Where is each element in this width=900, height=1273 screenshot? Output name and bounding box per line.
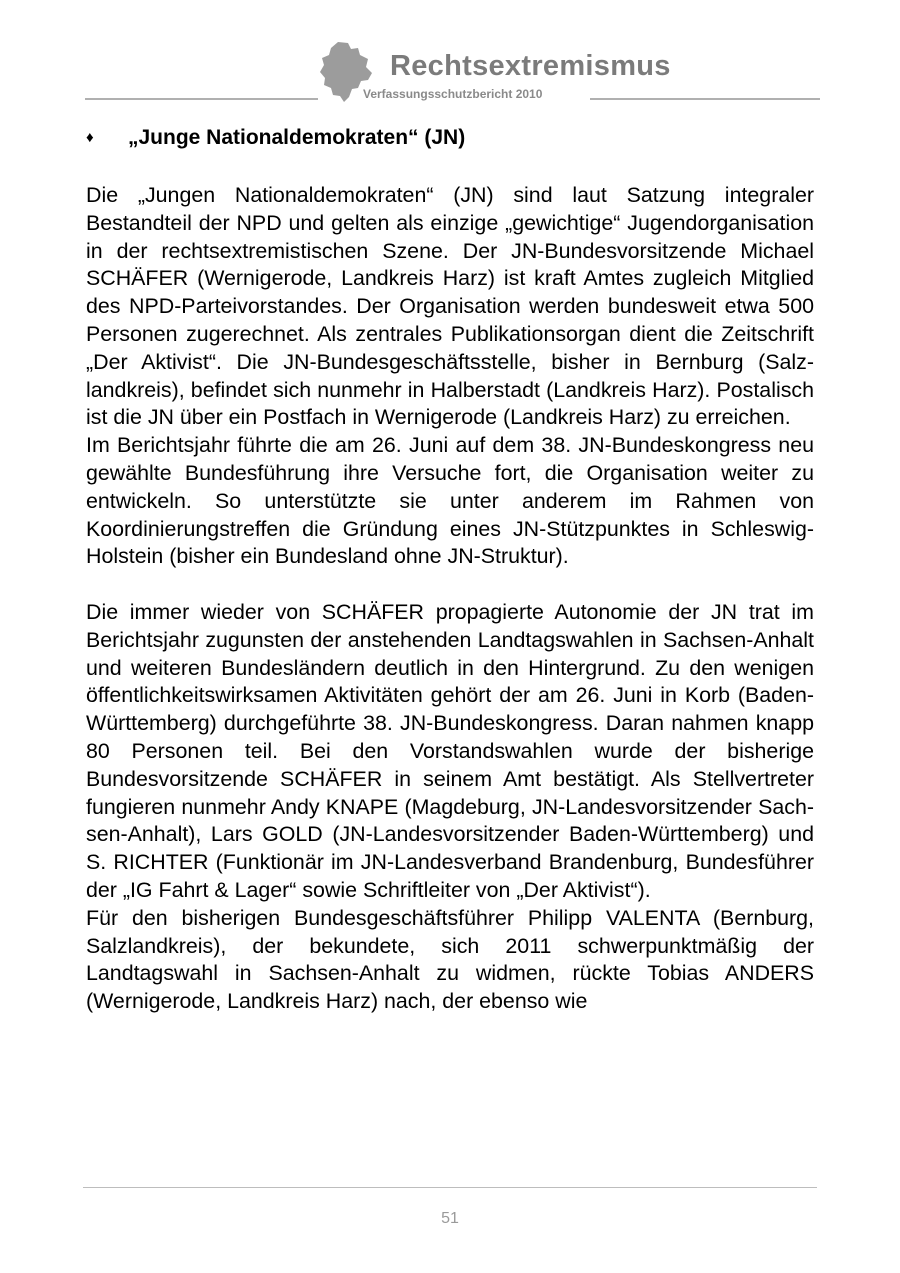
footer-rule — [83, 1187, 817, 1188]
page-header — [0, 0, 900, 110]
section-heading-text: „Junge Nationaldemokraten“ (JN) — [128, 126, 466, 149]
diamond-bullet-icon: ♦ — [86, 129, 94, 146]
header-rule-left — [85, 98, 318, 100]
paragraph: Die „Jungen Nationaldemokraten“ (JN) sind laut Satzung integraler Bestandteil der NPD und gelten als einzige „gewichtige“ Jugendorganisation in der rechtsextremistischen Szene. Der JN-Bundesvorsitzende Michael SCHÄFER (Wernigerode, Landkreis Harz) ist kraft Amtes zugleich Mitglied des NPD-Parteivorstandes. Der Organisation werden bundesweit etwa 500 Personen zugerechnet. Als zentrales Publikationsorgan dient die Zeitschrift „Der Aktivist“. Die JN-Bundesgeschäftsstelle, bisher in Bernburg (Salzlandkreis), befindet sich nunmehr in Halberstadt (Landkreis Harz). Postalisch ist die JN über ein Postfach in Wernigerode (Landkreis Harz) zu erreichen. — [86, 183, 814, 430]
body-text — [86, 182, 814, 1016]
page-number: 51 — [441, 1210, 459, 1227]
paragraph: Im Berichtsjahr führte die am 26. Juni auf dem 38. JN-Bundeskongress neu gewählte Bundesführung ihre Versuche fort, die Organisation weiter zu entwickeln. So unterstützte sie unter anderem im Rahmen von Koordinierungstreffen die Gründung eines JN-Stützpunktes in Schleswig-Holstein (bisher ein Bundesland ohne JN-Struktur). — [86, 433, 814, 569]
section-heading — [86, 126, 465, 150]
header-subtitle: Verfassungsschutzbericht 2010 — [363, 87, 543, 101]
header-rule-right — [590, 98, 820, 100]
paragraph: Die immer wieder von SCHÄFER propagierte Autonomie der JN trat im Berichtsjahr zugunsten der anstehenden Landtagswahlen in Sachsen-Anhalt und weiteren Bundesländern deutlich in den Hintergrund. Zu den wenigen öffentlichkeitswirksamen Aktivitäten gehört der am 26. Juni in Korb (Baden-Württemberg) durchgeführte 38. JN-Bundeskongress. Daran nahmen knapp 80 Personen teil. Bei den Vorstandswahlen wurde der bisherige Bundesvorsitzende SCHÄFER in seinem Amt bestätigt. Als Stellvertreter fungieren nunmehr Andy KNAPE (Magdeburg, JN-Landesvorsitzender Sachsen-Anhalt), Lars GOLD (JN-Landesvorsitzender Baden-Württemberg) und S. RICHTER (Funktionär im JN-Landesverband Brandenburg, Bundesführer der „IG Fahrt & Lager“ sowie Schriftleiter von „Der Aktivist“). — [86, 599, 814, 902]
paragraph: Für den bisherigen Bundesgeschäftsführer Philipp VALENTA (Bernburg, Salzlandkreis), der bekundete, sich 2011 schwerpunktmäßig der Landtagswahl in Sachsen-Anhalt zu widmen, rückte Tobias ANDERS (Wernigerode, Landkreis Harz) nach, der ebenso wie — [86, 905, 814, 1014]
header-title: Rechtsextremismus — [390, 50, 671, 82]
